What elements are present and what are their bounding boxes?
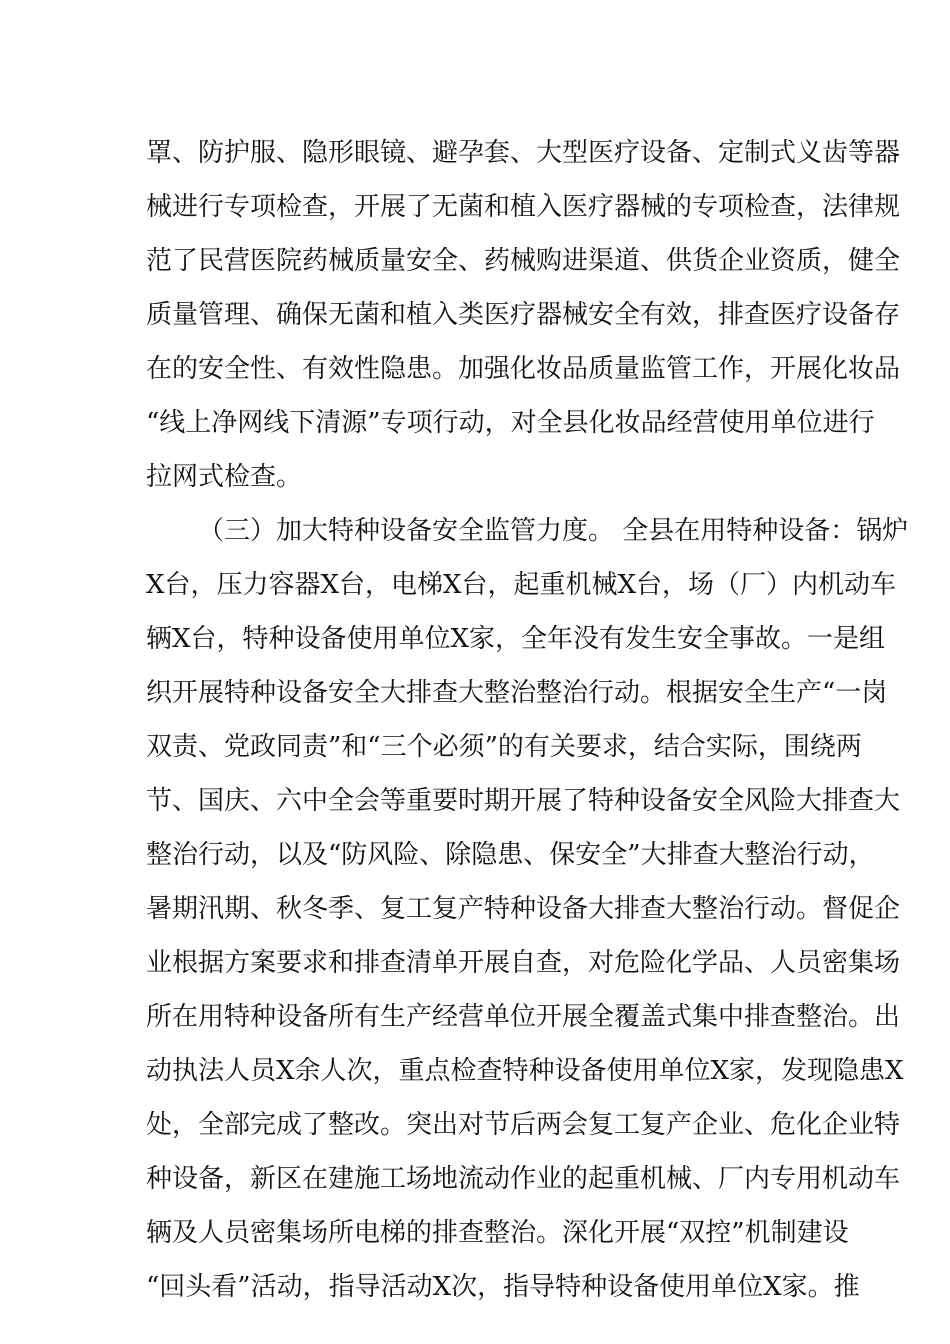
paragraph-2-line: 处，全部完成了整改。突出对节后两会复工复产企业、危化企业特 <box>146 1110 901 1140</box>
paragraph-1-line: 拉网式检查。 <box>146 462 303 492</box>
paragraph-1-line: 罩、防护服、隐形眼镜、避孕套、大型医疗设备、定制式义齿等器 <box>146 138 901 168</box>
paragraph-1-line: 在的安全性、有效性隐患。加强化妆品质量监管工作，开展化妆品 <box>146 354 901 384</box>
paragraph-2-line: 节、国庆、六中全会等重要时期开展了特种设备安全风险大排查大 <box>146 786 901 816</box>
paragraph-1-line: 范了民营医院药械质量安全、药械购进渠道、供货企业资质，健全 <box>146 246 901 276</box>
paragraph-2-line: 辆及人员密集场所电梯的排查整治。深化开展“双控”机制建设 <box>146 1218 849 1248</box>
paragraph-2-line: 双责、党政同责”和“三个必须”的有关要求，结合实际，围绕两 <box>146 732 862 762</box>
paragraph-2-line: 暑期汛期、秋冬季、复工复产特种设备大排查大整治行动。督促企 <box>146 894 901 924</box>
paragraph-2-line: 织开展特种设备安全大排查大整治整治行动。根据安全生产“一岗 <box>146 678 888 708</box>
paragraph-1-line: “线上净网线下清源”专项行动，对全县化妆品经营使用单位进行 <box>146 408 875 438</box>
paragraph-2-line: 种设备，新区在建施工场地流动作业的起重机械、厂内专用机动车 <box>146 1164 901 1194</box>
section-heading-line: （三）加大特种设备安全监管力度。 全县在用特种设备：锅炉 <box>198 516 909 546</box>
paragraph-2-line: 辆X台，特种设备使用单位X家，全年没有发生安全事故。一是组 <box>146 624 886 654</box>
paragraph-2-line: 动执法人员X余人次，重点检查特种设备使用单位X家，发现隐患X <box>146 1056 904 1086</box>
paragraph-2-line: 业根据方案要求和排查清单开展自查，对危险化学品、人员密集场 <box>146 948 901 978</box>
paragraph-2-line: 整治行动，以及“防风险、除隐患、保安全”大排查大整治行动， <box>146 840 875 870</box>
paragraph-1-line: 械进行专项检查，开展了无菌和植入医疗器械的专项检查，法律规 <box>146 192 901 222</box>
paragraph-2-line: 所在用特种设备所有生产经营单位开展全覆盖式集中排查整治。出 <box>146 1002 901 1032</box>
paragraph-2-line: “回头看”活动，指导活动X次，指导特种设备使用单位X家。推 <box>146 1272 860 1302</box>
paragraph-2-line: X台，压力容器X台，电梯X台，起重机械X台，场（厂）内机动车 <box>146 570 897 600</box>
paragraph-1-line: 质量管理、确保无菌和植入类医疗器械安全有效，排查医疗设备存 <box>146 300 901 330</box>
